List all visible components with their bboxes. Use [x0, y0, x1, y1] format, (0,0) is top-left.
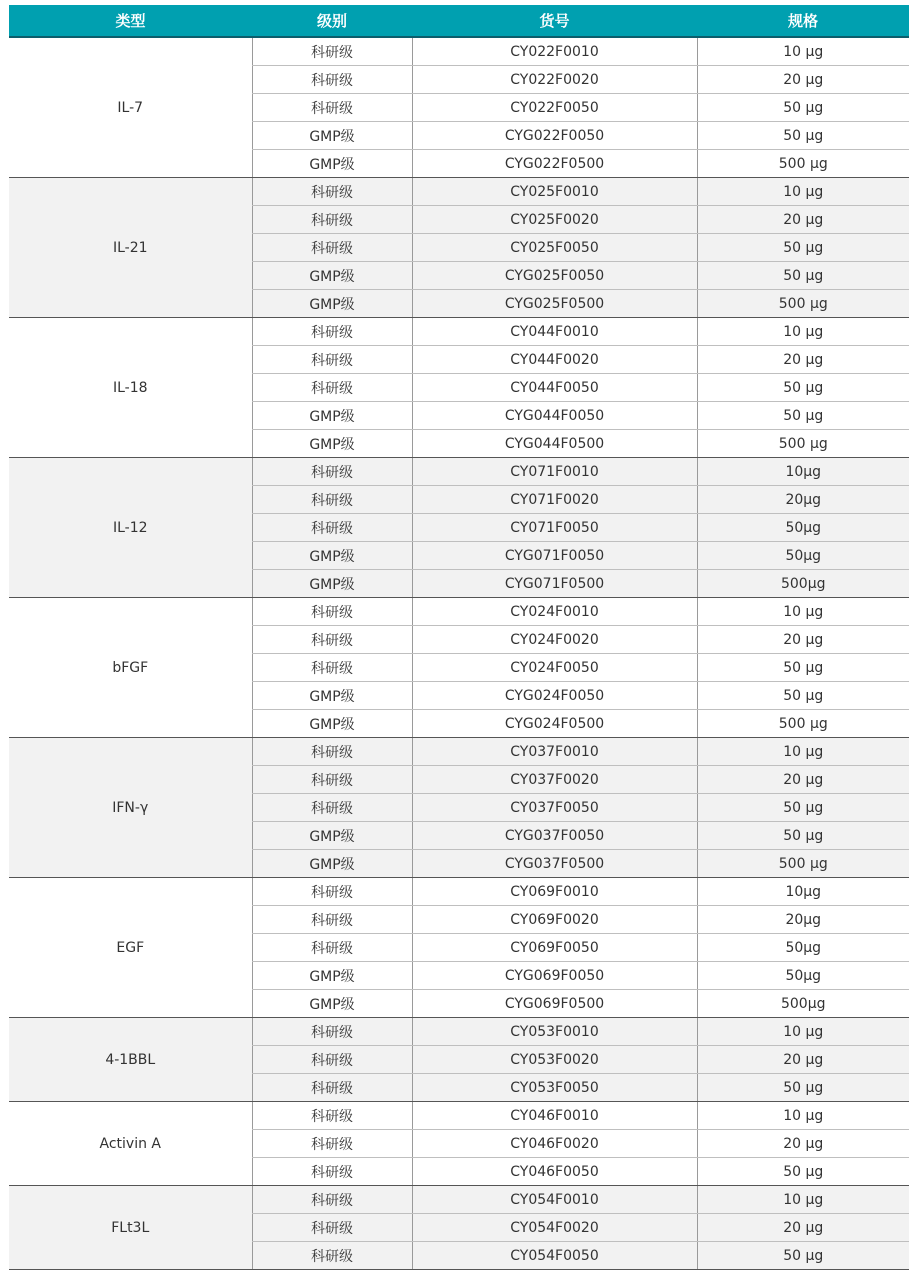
type-cell: Activin A: [9, 1102, 252, 1186]
grade-cell: 科研级: [252, 906, 412, 934]
spec-cell: 50 μg: [697, 262, 909, 290]
spec-cell: 500 μg: [697, 290, 909, 318]
grade-cell: 科研级: [252, 598, 412, 626]
grade-cell: GMP级: [252, 570, 412, 598]
header-type: 类型: [9, 5, 252, 37]
product-group: [9, 178, 909, 318]
catalog-cell: CYG044F0050: [412, 402, 697, 430]
type-cell: IFN-γ: [9, 738, 252, 878]
product-table: [9, 5, 909, 1270]
grade-cell: 科研级: [252, 1130, 412, 1158]
spec-cell: 10 μg: [697, 738, 909, 766]
grade-cell: 科研级: [252, 458, 412, 486]
grade-cell: 科研级: [252, 66, 412, 94]
catalog-cell: CYG024F0500: [412, 710, 697, 738]
catalog-cell: CY053F0010: [412, 1018, 697, 1046]
grade-cell: 科研级: [252, 1102, 412, 1130]
grade-cell: 科研级: [252, 37, 412, 66]
header-grade: 级别: [252, 5, 412, 37]
catalog-cell: CY022F0050: [412, 94, 697, 122]
grade-cell: 科研级: [252, 1074, 412, 1102]
table-row: [9, 1102, 909, 1130]
catalog-cell: CY037F0050: [412, 794, 697, 822]
spec-cell: 20 μg: [697, 346, 909, 374]
product-group: [9, 318, 909, 458]
catalog-cell: CYG044F0500: [412, 430, 697, 458]
spec-cell: 20 μg: [697, 1046, 909, 1074]
grade-cell: 科研级: [252, 878, 412, 906]
grade-cell: 科研级: [252, 374, 412, 402]
grade-cell: GMP级: [252, 822, 412, 850]
product-group: [9, 1102, 909, 1186]
spec-cell: 10 μg: [697, 1186, 909, 1214]
spec-cell: 500 μg: [697, 430, 909, 458]
spec-cell: 10 μg: [697, 37, 909, 66]
header-catalog: 货号: [412, 5, 697, 37]
grade-cell: GMP级: [252, 122, 412, 150]
catalog-cell: CY024F0050: [412, 654, 697, 682]
grade-cell: GMP级: [252, 150, 412, 178]
catalog-cell: CY054F0050: [412, 1242, 697, 1270]
catalog-cell: CYG071F0500: [412, 570, 697, 598]
spec-cell: 20μg: [697, 486, 909, 514]
catalog-cell: CYG025F0500: [412, 290, 697, 318]
table-row: [9, 37, 909, 66]
spec-cell: 10 μg: [697, 598, 909, 626]
grade-cell: 科研级: [252, 766, 412, 794]
catalog-cell: CYG025F0050: [412, 262, 697, 290]
spec-cell: 50μg: [697, 514, 909, 542]
spec-cell: 50 μg: [697, 822, 909, 850]
product-group: [9, 458, 909, 598]
spec-cell: 50μg: [697, 542, 909, 570]
spec-cell: 10 μg: [697, 178, 909, 206]
spec-cell: 50 μg: [697, 374, 909, 402]
catalog-cell: CY071F0010: [412, 458, 697, 486]
grade-cell: GMP级: [252, 710, 412, 738]
catalog-cell: CY037F0010: [412, 738, 697, 766]
type-cell: 4-1BBL: [9, 1018, 252, 1102]
spec-cell: 50μg: [697, 962, 909, 990]
product-group: [9, 598, 909, 738]
type-cell: IL-18: [9, 318, 252, 458]
catalog-cell: CYG024F0050: [412, 682, 697, 710]
table-row: [9, 598, 909, 626]
spec-cell: 50 μg: [697, 234, 909, 262]
product-group: [9, 878, 909, 1018]
spec-cell: 50 μg: [697, 682, 909, 710]
grade-cell: 科研级: [252, 178, 412, 206]
grade-cell: 科研级: [252, 738, 412, 766]
spec-cell: 50μg: [697, 934, 909, 962]
catalog-cell: CYG069F0500: [412, 990, 697, 1018]
spec-cell: 20 μg: [697, 66, 909, 94]
grade-cell: 科研级: [252, 486, 412, 514]
table-row: [9, 878, 909, 906]
spec-cell: 20 μg: [697, 766, 909, 794]
grade-cell: GMP级: [252, 990, 412, 1018]
spec-cell: 500 μg: [697, 850, 909, 878]
spec-cell: 20 μg: [697, 1214, 909, 1242]
grade-cell: GMP级: [252, 262, 412, 290]
grade-cell: 科研级: [252, 94, 412, 122]
spec-cell: 500μg: [697, 570, 909, 598]
type-cell: EGF: [9, 878, 252, 1018]
spec-cell: 50 μg: [697, 1158, 909, 1186]
spec-cell: 10μg: [697, 458, 909, 486]
catalog-cell: CY022F0020: [412, 66, 697, 94]
table-row: [9, 178, 909, 206]
type-cell: IL-12: [9, 458, 252, 598]
spec-cell: 50 μg: [697, 122, 909, 150]
catalog-cell: CY044F0050: [412, 374, 697, 402]
type-cell: FLt3L: [9, 1186, 252, 1270]
spec-cell: 20μg: [697, 906, 909, 934]
spec-cell: 500μg: [697, 990, 909, 1018]
catalog-cell: CY053F0020: [412, 1046, 697, 1074]
catalog-cell: CY024F0010: [412, 598, 697, 626]
catalog-cell: CY053F0050: [412, 1074, 697, 1102]
grade-cell: 科研级: [252, 346, 412, 374]
grade-cell: 科研级: [252, 1158, 412, 1186]
spec-cell: 10 μg: [697, 1102, 909, 1130]
catalog-cell: CY054F0010: [412, 1186, 697, 1214]
spec-cell: 20 μg: [697, 206, 909, 234]
catalog-cell: CYG071F0050: [412, 542, 697, 570]
catalog-cell: CY025F0050: [412, 234, 697, 262]
header-row: [9, 5, 909, 37]
type-cell: bFGF: [9, 598, 252, 738]
catalog-cell: CY069F0020: [412, 906, 697, 934]
catalog-cell: CY054F0020: [412, 1214, 697, 1242]
grade-cell: 科研级: [252, 1242, 412, 1270]
grade-cell: GMP级: [252, 402, 412, 430]
catalog-cell: CYG037F0500: [412, 850, 697, 878]
table-row: [9, 1186, 909, 1214]
catalog-cell: CY046F0010: [412, 1102, 697, 1130]
catalog-cell: CY071F0020: [412, 486, 697, 514]
table-row: [9, 738, 909, 766]
grade-cell: 科研级: [252, 794, 412, 822]
catalog-cell: CYG022F0050: [412, 122, 697, 150]
table-row: [9, 1018, 909, 1046]
table-row: [9, 458, 909, 486]
spec-cell: 50 μg: [697, 654, 909, 682]
catalog-cell: CY024F0020: [412, 626, 697, 654]
catalog-cell: CY044F0010: [412, 318, 697, 346]
type-cell: IL-7: [9, 37, 252, 178]
header-spec: 规格: [697, 5, 909, 37]
catalog-cell: CYG037F0050: [412, 822, 697, 850]
grade-cell: GMP级: [252, 682, 412, 710]
catalog-cell: CY025F0020: [412, 206, 697, 234]
grade-cell: 科研级: [252, 654, 412, 682]
catalog-cell: CY046F0020: [412, 1130, 697, 1158]
catalog-cell: CYG069F0050: [412, 962, 697, 990]
grade-cell: 科研级: [252, 1186, 412, 1214]
type-cell: IL-21: [9, 178, 252, 318]
grade-cell: 科研级: [252, 234, 412, 262]
spec-cell: 50 μg: [697, 1074, 909, 1102]
catalog-cell: CY037F0020: [412, 766, 697, 794]
spec-cell: 500 μg: [697, 710, 909, 738]
grade-cell: 科研级: [252, 934, 412, 962]
product-group: [9, 1186, 909, 1270]
grade-cell: 科研级: [252, 626, 412, 654]
catalog-cell: CY069F0050: [412, 934, 697, 962]
spec-cell: 50 μg: [697, 402, 909, 430]
spec-cell: 10μg: [697, 878, 909, 906]
spec-cell: 20 μg: [697, 1130, 909, 1158]
spec-cell: 50 μg: [697, 94, 909, 122]
grade-cell: GMP级: [252, 290, 412, 318]
grade-cell: GMP级: [252, 542, 412, 570]
catalog-cell: CY071F0050: [412, 514, 697, 542]
grade-cell: GMP级: [252, 850, 412, 878]
catalog-cell: CY025F0010: [412, 178, 697, 206]
grade-cell: 科研级: [252, 318, 412, 346]
table-row: [9, 318, 909, 346]
catalog-cell: CY044F0020: [412, 346, 697, 374]
product-group: [9, 1018, 909, 1102]
spec-cell: 50 μg: [697, 794, 909, 822]
grade-cell: GMP级: [252, 962, 412, 990]
catalog-cell: CY022F0010: [412, 37, 697, 66]
grade-cell: 科研级: [252, 1046, 412, 1074]
catalog-cell: CY046F0050: [412, 1158, 697, 1186]
grade-cell: 科研级: [252, 1018, 412, 1046]
spec-cell: 500 μg: [697, 150, 909, 178]
spec-cell: 10 μg: [697, 1018, 909, 1046]
spec-cell: 10 μg: [697, 318, 909, 346]
spec-cell: 20 μg: [697, 626, 909, 654]
product-group: [9, 738, 909, 878]
grade-cell: 科研级: [252, 1214, 412, 1242]
grade-cell: GMP级: [252, 430, 412, 458]
grade-cell: 科研级: [252, 206, 412, 234]
catalog-cell: CYG022F0500: [412, 150, 697, 178]
catalog-cell: CY069F0010: [412, 878, 697, 906]
spec-cell: 50 μg: [697, 1242, 909, 1270]
product-group: [9, 37, 909, 178]
grade-cell: 科研级: [252, 514, 412, 542]
